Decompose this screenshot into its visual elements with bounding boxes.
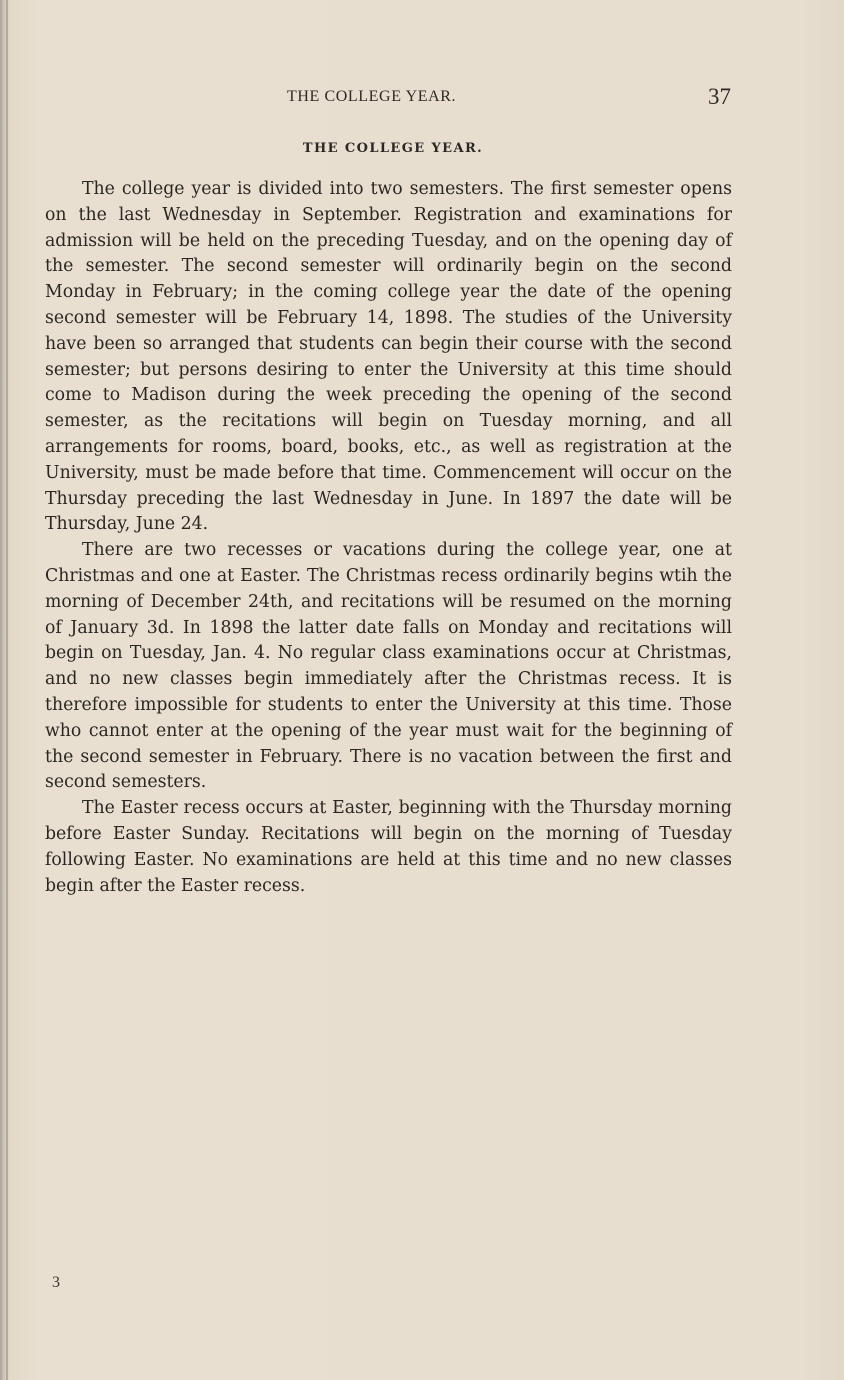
page-number: 37 — [708, 84, 731, 109]
paragraph-recesses: There are two recesses or vacations during the college year, one at Christmas and one at Easter. The Christmas recess ordinarily begins wtih the morning of December 24th, and recitations will be resumed on the morning of January 3d. In 1898 the latter date falls on Monday and recitations will begin on Tuesday, Jan. 4. No regular class examinations occur at Christmas, and no new classes begin immediately after the Christmas recess. It is therefore impossible for students to enter the University at this time. Those who cannot enter at the opening of the year must wait for the beginning of the second semester in February. There is no vacation between the first and second semesters. — [45, 540, 732, 793]
running-head: THE COLLEGE YEAR. — [287, 88, 457, 105]
signature-mark: 3 — [52, 1274, 60, 1291]
paragraph-semesters: The college year is divided into two semesters. The first semester opens on the last Wednesday in September. Registration and examinations for admission will be held on the preceding Tuesday, and on the opening day of the semester. The second semester will ordinarily begin on the second Monday in February; in the coming college year the date of the opening second semester will be February 14, 1898. The studies of the University have been so arranged that students can begin their course with the second semester; but persons desiring to enter the University at this time should come to Madison during the week preceding the opening of the second semester, as the recitations will begin on Tuesday morning, and all arrangements for rooms, board, books, etc., as well as registration at the University, must be made before that time. Commencement will occur on the Thursday preceding the last Wednesday in June. In 1897 the date will be Thursday, June 24. — [45, 179, 732, 535]
section-title: THE COLLEGE YEAR. — [302, 141, 484, 156]
page-spine-edge — [6, 0, 8, 1380]
body-text — [45, 177, 732, 899]
paragraph-easter: The Easter recess occurs at Easter, beginning with the Thursday morning before Easter Sunday. Recitations will begin on the morning of Tuesday following Easter. No examinations are held at this time and no new classes begin after the Easter recess. — [45, 798, 732, 896]
